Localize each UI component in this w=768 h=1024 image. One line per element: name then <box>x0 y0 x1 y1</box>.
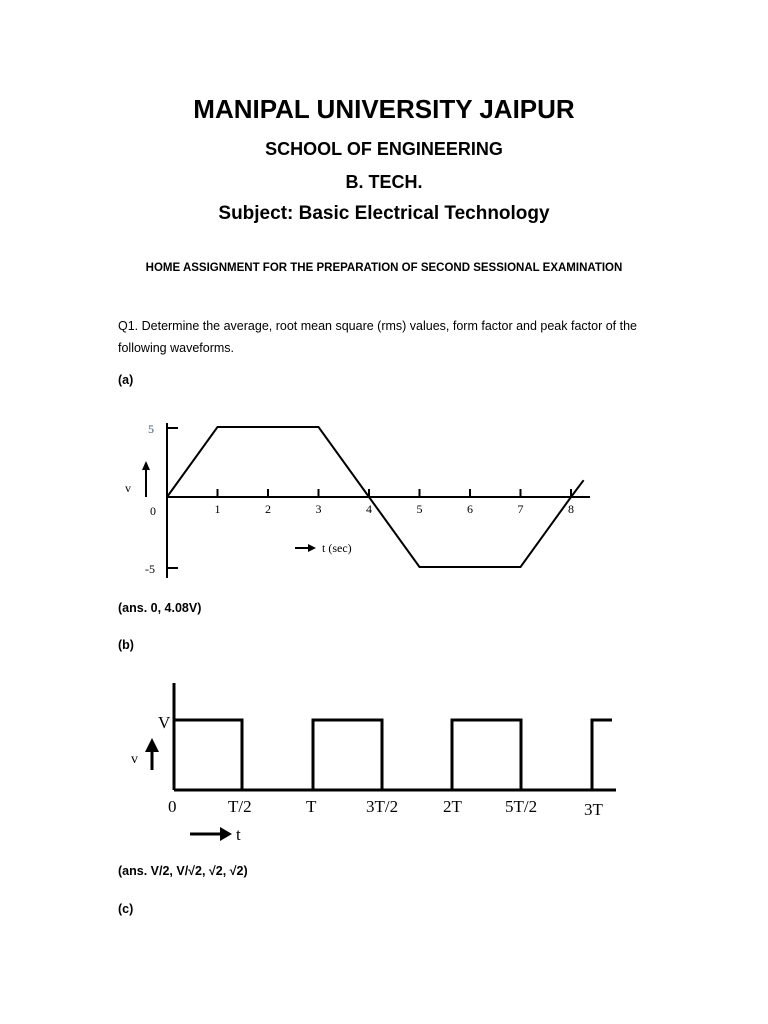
figure-b-x-axis-label: t <box>236 825 241 844</box>
figure-b-y-axis-label: v <box>131 752 138 767</box>
figure-a-x-tick-label: 4 <box>366 502 372 516</box>
question-1-text: Q1. Determine the average, root mean square (rms) values, form factor and peak factor of the following waveforms. <box>118 319 637 355</box>
assignment-title: HOME ASSIGNMENT FOR THE PREPARATION OF SECOND SESSIONAL EXAMINATION <box>145 262 623 274</box>
part-b-label: (b) <box>118 638 134 652</box>
figure-a-x-tick-label: 1 <box>214 502 221 516</box>
figure-b-tick-0: 0 <box>168 797 177 816</box>
university-title: MANIPAL UNIVERSITY JAIPUR <box>193 94 575 124</box>
figure-b-v-arrowhead <box>145 738 159 752</box>
figure-a-x-tick-label: 6 <box>467 502 473 516</box>
figure-b-tick-5t2: 5T/2 <box>505 797 538 816</box>
figure-b-tick-3t: 3T <box>584 800 603 819</box>
figure-b-tick-3t2: 3T/2 <box>366 797 399 816</box>
figure-a-x-tick-label: 7 <box>517 502 524 516</box>
figure-a-x-axis-label: t (sec) <box>322 541 352 555</box>
figure-a-y-axis-label: v <box>125 481 131 495</box>
figure-a-x-tick-label: 3 <box>315 502 322 516</box>
program-title: B. TECH. <box>345 172 423 192</box>
figure-a-y-tick-label-neg5: -5 <box>145 562 155 576</box>
figure-a-x-tick-label: 8 <box>568 502 574 516</box>
figure-b-tick-t: T <box>306 797 317 816</box>
figure-b-square-wave <box>174 720 612 790</box>
subject-title: Subject: Basic Electrical Technology <box>218 203 550 224</box>
figure-b-t-arrowhead <box>220 827 232 841</box>
part-c-label: (c) <box>118 902 134 916</box>
part-a-label: (a) <box>118 373 134 387</box>
figure-a-y-tick-label-5: 5 <box>148 422 154 436</box>
figure-a-x-tick-label: 5 <box>416 502 423 516</box>
part-b-answer: (ans. V/2, V/√2, √2, √2) <box>118 864 248 878</box>
figure-b-peak-label: V <box>158 713 171 732</box>
figure-a-y-tick-label-0: 0 <box>150 504 156 518</box>
figure-b-tick-t2: T/2 <box>228 797 252 816</box>
school-title: SCHOOL OF ENGINEERING <box>265 139 503 159</box>
figure-b-tick-2t: 2T <box>443 797 462 816</box>
figure-a-x-tick-label: 2 <box>265 502 271 516</box>
part-a-answer: (ans. 0, 4.08V) <box>118 601 202 615</box>
